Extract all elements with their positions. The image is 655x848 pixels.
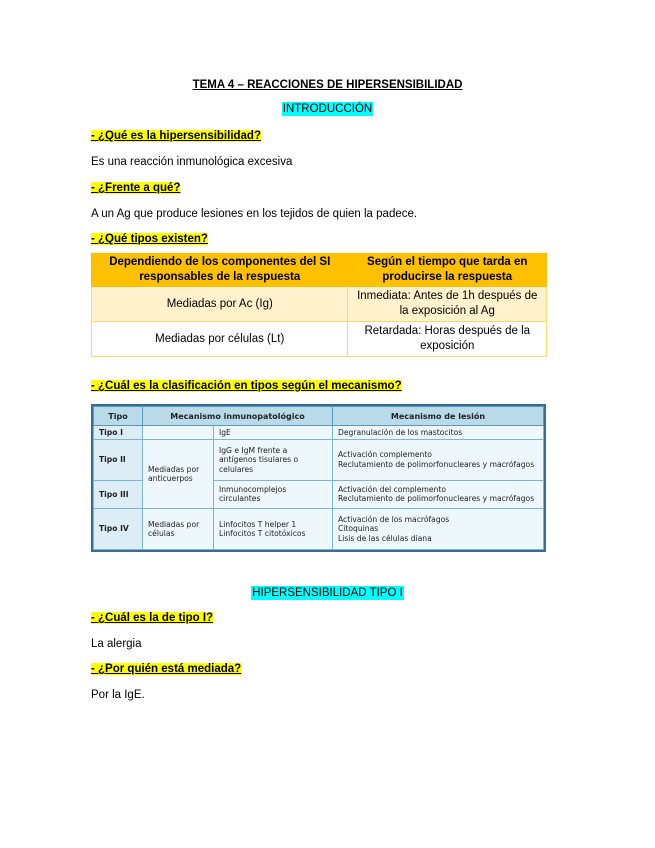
question-classification-text: - ¿Cuál es la clasificación en tipos según el mecanismo? — [91, 380, 402, 392]
table-row — [94, 426, 544, 440]
types-cell: Inmediata: Antes de 1h después de la exposición al Ag — [348, 287, 547, 322]
mech-inmuno: Inmunocomplejos circulantes — [214, 480, 333, 508]
question-type-one — [91, 611, 213, 625]
answer-type-one: La alergia — [91, 638, 142, 650]
mech-inmuno: IgG e IgM frente a antígenos tisulares o celulares — [214, 440, 333, 481]
mechanism-table — [93, 406, 544, 550]
mech-lesion-line: Reclutamiento de polimorfonucleares y macrófagos — [338, 494, 535, 504]
types-cell: Mediadas por Ac (Ig) — [92, 287, 348, 322]
table-row — [92, 322, 547, 357]
question-mediated-by — [91, 662, 241, 676]
table-row — [94, 509, 544, 550]
mech-tipo: Tipo III — [94, 480, 143, 508]
mech-tipo: Tipo II — [94, 440, 143, 481]
mech-inmuno-line: Linfocitos T helper 1 — [219, 519, 297, 529]
mech-lesion-line: Reclutamiento de polimorfonucleares y macrófagos — [338, 459, 535, 469]
mech-lesion-line: Activación de los macrófagos — [338, 514, 450, 524]
mech-header-lesion: Mecanismo de lesión — [333, 407, 544, 426]
intro-heading-wrap — [0, 102, 655, 116]
mech-lesion-line: Lisis de las células diana — [338, 533, 432, 543]
question-what-is — [91, 129, 261, 143]
mech-tipo: Tipo IV — [94, 509, 143, 550]
types-table — [91, 253, 547, 357]
mech-mediadas-ac: Mediadas por anticuerpos — [143, 440, 214, 509]
answer-what-is: Es una reacción inmunológica excesiva — [91, 156, 293, 168]
mechanism-header-row — [94, 407, 544, 426]
mech-lesion-line: Activación complemento — [338, 450, 432, 460]
types-header-time: Según el tiempo que tarda en producirse la respuesta — [348, 253, 547, 287]
question-types — [91, 232, 208, 246]
question-mediated-by-text: - ¿Por quién está mediada? — [91, 663, 242, 675]
mech-inmuno: IgE — [214, 426, 333, 440]
question-classification — [91, 379, 402, 393]
answer-against-what: A un Ag que produce lesiones en los tejidos de quien la padece. — [91, 208, 418, 220]
mech-header-inmuno: Mecanismo inmunopatológico — [143, 407, 333, 426]
mech-lesion-line: Citoquinas — [338, 524, 379, 534]
mech-lesion: Degranulación de los mastocitos — [333, 426, 544, 440]
page-title: TEMA 4 – REACCIONES DE HIPERSENSIBILIDAD — [192, 79, 463, 91]
table-row — [92, 287, 547, 322]
types-cell: Retardada: Horas después de la exposición — [348, 322, 547, 357]
mech-lesion — [333, 509, 544, 550]
mechanism-table-image — [91, 404, 546, 552]
mech-inmuno-line: Linfocitos T citotóxicos — [219, 529, 306, 539]
table-row — [94, 440, 544, 481]
intro-heading: INTRODUCCIÓN — [282, 103, 373, 115]
mech-mediadas-cel: Mediadas por células — [143, 509, 214, 550]
mech-inmuno — [214, 509, 333, 550]
mech-empty — [143, 426, 214, 440]
types-table-header — [92, 253, 547, 287]
types-header-components: Dependiendo de los componentes del SI responsables de la respuesta — [92, 253, 348, 287]
mech-header-tipo: Tipo — [94, 407, 143, 426]
question-types-text: - ¿Qué tipos existen? — [91, 233, 208, 245]
types-cell: Mediadas por células (Lt) — [92, 322, 348, 357]
question-against-what — [91, 181, 180, 195]
answer-mediated-by: Por la IgE. — [91, 689, 145, 701]
question-against-what-text: - ¿Frente a qué? — [91, 182, 181, 194]
type1-heading-wrap — [0, 586, 655, 600]
mech-lesion — [333, 480, 544, 508]
question-what-is-text: - ¿Qué es la hipersensibilidad? — [91, 130, 261, 142]
mech-tipo: Tipo I — [94, 426, 143, 440]
mech-lesion-line: Activación del complemento — [338, 484, 446, 494]
mech-lesion — [333, 440, 544, 481]
type1-heading: HIPERSENSIBILIDAD TIPO I — [252, 587, 403, 599]
question-type-one-text: - ¿Cuál es la de tipo I? — [91, 612, 214, 624]
